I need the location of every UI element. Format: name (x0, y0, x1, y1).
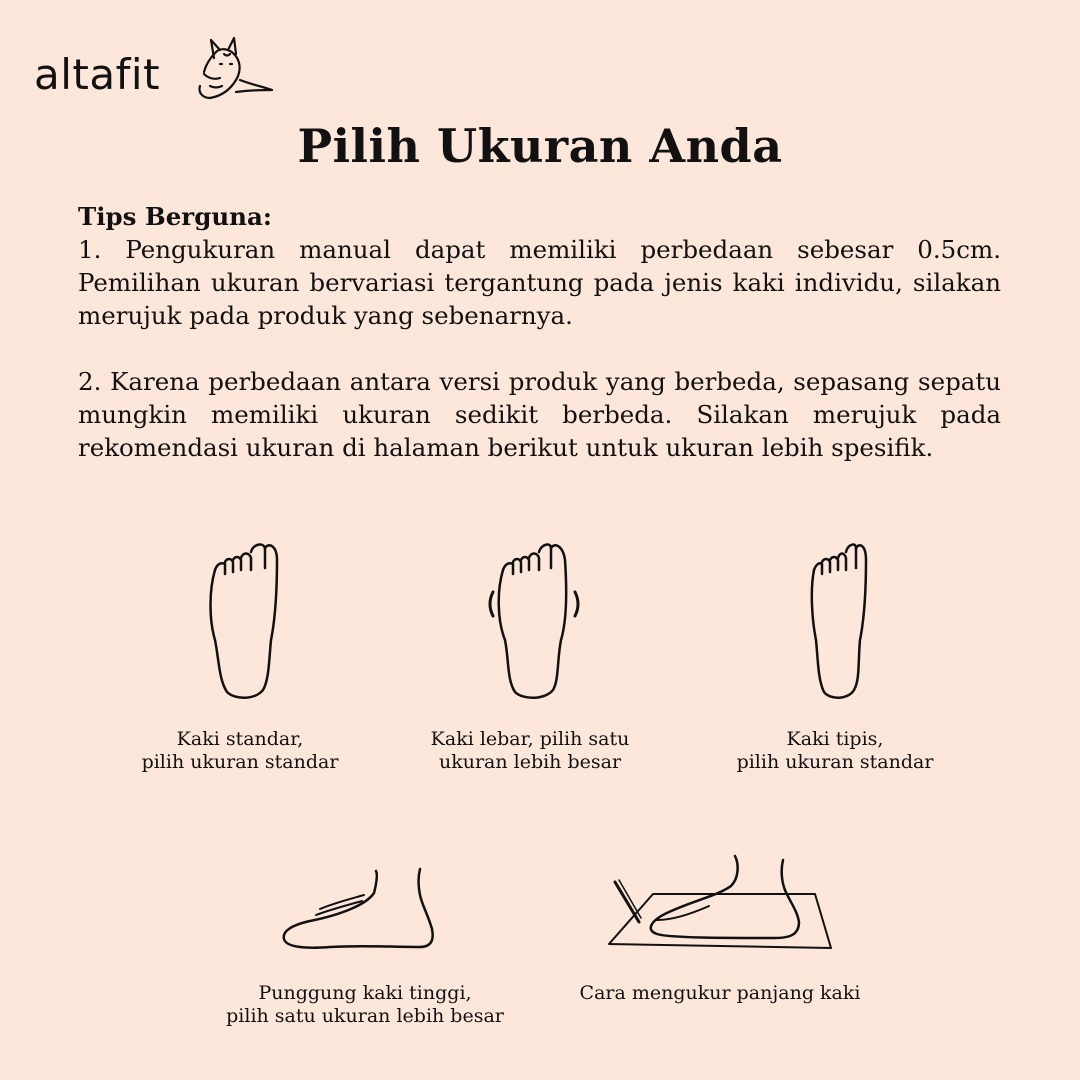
high-instep-caption (200, 982, 530, 1028)
foot-measuring-icon (605, 850, 835, 955)
standard-foot-caption (105, 728, 375, 774)
page-title: Pilih Ukuran Anda (297, 119, 783, 173)
brand-name: altafit (34, 50, 161, 99)
thin-foot-figure (800, 540, 880, 702)
llama-head-icon (184, 34, 274, 104)
measuring-caption-line1: Cara mengukur panjang kaki (579, 982, 861, 1004)
standard-foot-figure (205, 540, 285, 702)
high-instep-figure (280, 865, 440, 955)
high-instep-foot-icon (280, 865, 440, 955)
wide-foot-caption-line1: Kaki lebar, pilih satu (430, 728, 630, 750)
tips-section (78, 200, 1001, 464)
high-instep-caption-line2: pilih satu ukuran lebih besar (226, 1005, 504, 1027)
wide-foot-caption-line2: ukuran lebih besar (438, 751, 622, 773)
measuring-figure (605, 850, 835, 955)
brand-logo (34, 34, 274, 114)
wide-foot-figure (485, 540, 585, 702)
thin-foot-caption-line2: pilih ukuran standar (736, 751, 934, 773)
standard-foot-caption-line1: Kaki standar, (176, 728, 304, 750)
tips-heading: Tips Berguna: (78, 202, 272, 231)
standard-foot-icon (205, 540, 285, 702)
thin-foot-caption-line1: Kaki tipis, (786, 728, 884, 750)
wide-foot-caption (395, 728, 665, 774)
thin-foot-caption (700, 728, 970, 774)
wide-foot-icon (485, 540, 585, 702)
measuring-caption (560, 982, 880, 1005)
standard-foot-caption-line2: pilih ukuran standar (141, 751, 339, 773)
high-instep-caption-line1: Punggung kaki tinggi, (258, 982, 472, 1004)
tip-item-1: 1. Pengukuran manual dapat memiliki perbedaan sebesar 0.5cm. Pemilihan ukuran bervariasi tergantung pada jenis kaki individu, silakan merujuk pada produk yang sebenarnya. (78, 235, 1001, 330)
thin-foot-icon (800, 540, 880, 702)
tip-item-2: 2. Karena perbedaan antara versi produk yang berbeda, sepasang sepatu mungkin memiliki ukuran sedikit berbeda. Silakan merujuk pada rekomendasi ukuran di halaman berikut untuk ukuran lebih spesifik. (78, 367, 1001, 462)
